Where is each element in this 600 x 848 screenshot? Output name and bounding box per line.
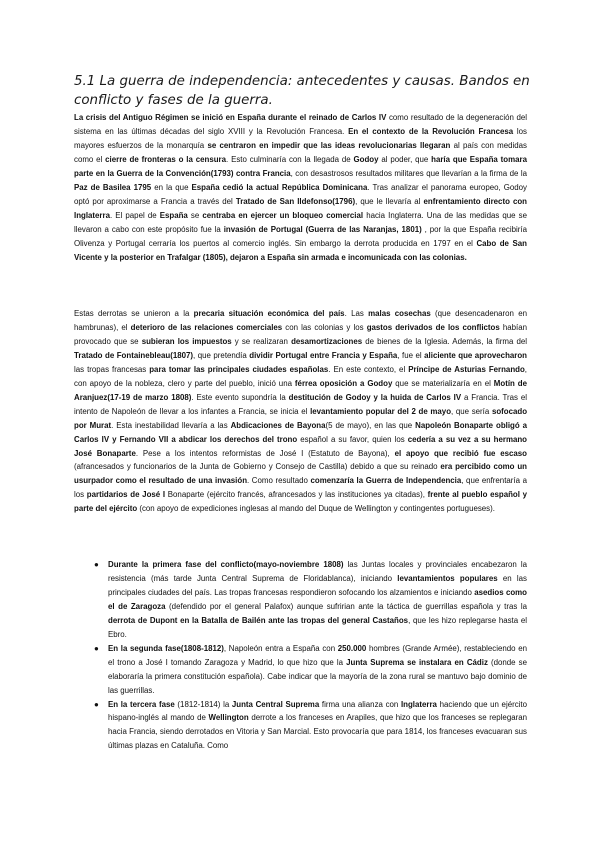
bold-text: 250.000 [337,643,367,653]
bold-text: En el contexto de la Revolución Francesa [348,126,514,136]
bold-text: derrota de Dupont en la Batalla de Bailén ante las tropas del general Castaños [108,615,409,625]
list-item-text [108,700,527,751]
paragraph-context [74,111,527,264]
bold-text: Godoy [353,154,379,164]
bold-text: subieran los impuestos [141,336,232,346]
list-item-phase-3 [94,698,527,754]
bold-text: frente al pueblo español y parte del ejército [74,490,528,514]
paragraph-causes [74,307,527,516]
text-run: y se realizaran [231,336,292,346]
text-run: (afrancesados y funcionarios de la Junta de Gobierno y Consejo de Castilla) debido a que su reinado [74,462,441,472]
text-run: hacia Inglaterra. Una de las medidas que se llevaron a cabo con este propósito fue la [74,210,528,234]
text-run: firma una alianza con [319,699,401,709]
text-run: en las principales ciudades del país. Las tropas francesas respondieron sofocando los alzamientos e iniciando [108,573,527,597]
bold-text: Príncipe de Asturias Fernando [408,364,525,374]
text-run: . Esta inestabilidad llevaría a las [111,420,231,430]
text-run: , Napoleón entra a España con [223,643,338,653]
text-run: habían provocado que se [74,322,528,346]
bold-text: levantamiento popular del 2 de mayo [310,406,452,416]
bold-text: comenzaría la Guerra de Independencia [310,476,462,486]
text-run: (1812-1814) la [174,699,232,709]
text-run: (que desencadenaron en hambrunas), el [74,309,527,332]
bold-text: Motín de Aranjuez(17-19 de marzo 1808) [74,378,527,402]
bold-text: Junta Suprema se instalara en Cádiz [346,657,488,667]
bold-text: invasión de Portugal (Guerra de las Naranjas, 1801) [223,224,422,234]
text-run: se [187,210,203,220]
bold-text: sofocado por Murat [74,406,528,430]
bold-text: partidarios de José I [86,490,166,500]
text-run: , con apoyo de la nobleza, clero y parte del pueblo, inició una [74,364,527,388]
bold-text: Durante la primera fase del conflicto(mayo-noviembre 1808) [108,560,344,569]
text-run: . En este contexto, el [328,364,409,374]
text-run: . Esto culminaría con la llegada de [226,154,354,164]
bold-text: malas cosechas [368,309,431,318]
text-run: al país con medidas como el [74,140,527,164]
bold-text: gastos derivados de los conflictos [366,322,500,332]
text-run: , por la que España recibiría Olivenza y Portugal cerraría los puertos al comercio inglés. Sin embargo la derrota producida en 1797 en el [74,224,527,248]
text-run: que se materializaría en el [392,378,494,388]
bold-text: se centraron en impedir que las ideas revolucionarias llegaran [207,140,451,150]
list-item-phase-1 [94,558,527,642]
text-run: , que le llevaría al [355,196,424,206]
text-run: a Francia. Tras el intento de Napoleón de llevar a los infantes a Francia, se inicia el [74,392,527,416]
bold-text: centraba en ejercer un bloqueo comercial [202,210,364,220]
bold-text: para tomar las principales ciudades españolas [149,364,329,374]
bold-text: asedios como el de Zaragoza [108,587,527,611]
bold-text: Abdicaciones de Bayona [230,420,326,430]
phases-list [94,558,527,753]
bold-text: deterioro de las relaciones comerciales [130,322,283,332]
bold-text: Napoleón Bonaparte obligó a Carlos IV y Fernando VII a abdicar los derechos del trono [74,420,528,444]
bold-text: dividir Portugal entre Francia y España [249,350,398,360]
bullet-icon: ● [94,643,99,653]
text-run: derrote a los franceses en Arapiles, que hizo que los franceses se replegaran hacia Francia, siendo derrotados en Vitoria y San Marcial. Esto provocaría que para 1814, los franceses evacuaran sus últimas plazas en Cataluña. Como [108,713,527,751]
text-run: . Este evento supondría la [191,392,289,402]
text-run: las Juntas locales y provinciales encabezaron la resistencia (más tarde Junta Central Suprema de Floridablanca), iniciando [108,560,527,583]
list-item-phase-2 [94,642,527,698]
text-run: , que pretendía [193,350,250,360]
text-run: las tropas francesas [74,364,150,374]
section-title: 5.1 La guerra de independencia: antecedentes y causas. Bandos en conflicto y fases de la guerra. [74,74,530,108]
text-run: Bonaparte (ejército francés, afrancesados y las instituciones ya citadas), [165,490,428,500]
text-run: Estas derrotas se unieron a la [74,309,194,318]
bold-text: férrea oposición a Godoy [294,378,393,388]
text-run: español a su favor, quien los [297,434,408,444]
text-run: hombres (Grande Armée), restableciendo en el trono a José I tomando Zaragoza y Madrid, lo que hizo que la [108,643,527,667]
bold-text: el apoyo que recibió fue escaso [394,448,527,458]
bold-text: destitución de Godoy y la huida de Carlos IV [288,392,462,402]
bold-text: era percibido como un usurpador como el resultado de una invasión [74,462,527,486]
bullet-icon: ● [94,560,99,569]
text-run: . El papel de [109,210,160,220]
text-run: al poder, que [378,154,432,164]
bold-text: aliciente que aprovecharon [424,350,527,360]
bold-text: La crisis del Antiguo Régimen se inició en España durante el reinado de Carlos IV [74,113,387,122]
text-run: . Tras analizar el panorama europeo, Godoy optó por aproximarse a Francia a través del [74,182,527,206]
list-item-text [108,560,527,639]
text-run: , con desastrosos resultados militares que llevarían a la firma de la [290,168,527,178]
bold-text: levantamientos populares [397,573,498,583]
bold-text: cierre de fronteras o la censura [105,154,227,164]
bold-text: Tratado de Fontainebleau(1807) [74,350,194,360]
bold-text: España [159,210,188,220]
text-run: como resultado de la degeneración del sistema en las últimas décadas del siglo XVIII y la Revolución Francesa. [74,113,527,136]
bold-text: Tratado de San Ildefonso(1796) [235,196,356,206]
text-run: , que enfrentaría a los [74,476,527,500]
text-run: (con apoyo de expediciones inglesas al mando del Duque de Wellington y contingentes portugueses). [137,504,495,514]
text-run: . Pese a los intentos reformistas de José I (Estatuto de Bayona), [135,448,395,458]
text-run: haciendo que un ejército hispano-inglés al mando de [108,699,527,723]
text-run: (donde se elaboraría la primera constitución española). Cabe indicar que la mayoría de la zona rural se mantuvo bajo dominio de las guerrillas. [108,657,527,695]
bullet-icon: ● [94,699,99,709]
bold-text: cedería a su vez a su hermano José Bonaparte [74,434,528,458]
bold-text: desamortizaciones [291,336,363,346]
text-run: . Como resultado [247,476,311,486]
text-run: (defendido por el general Palafox) aunque sufririan ante la táctica de guerrillas española y tras la [165,601,527,611]
bold-text: Inglaterra [400,699,437,709]
bold-text: España cedió la actual República Dominicana [191,182,368,192]
bold-text: En la segunda fase(1808-1812) [108,643,224,653]
bold-text: haría que España tomara parte en la Guerra de la Convención(1793) contra Francia [74,154,527,178]
text-run: (5 de mayo), en las que [325,420,416,430]
list-item-text [108,644,527,695]
text-run: de bienes de la Iglesia. Además, la firma del [362,336,527,346]
bold-text: enfrentamiento directo con Inglaterra [74,196,527,220]
text-run: los mayores esfuerzos de la monarquía [74,126,527,150]
bold-text: precaria situación económica del país [193,309,345,318]
text-run: en la que [151,182,192,192]
text-run: con las colonias y los [282,322,367,332]
bold-text: Junta Central Suprema [231,699,320,709]
text-run: , que les hizo replegarse hasta el Ebro. [108,615,527,639]
bold-text: Cabo de San Vicente y la posterior en Trafalgar (1805), dejaron a España sin armada e incomunicada con las colonias. [74,238,527,262]
text-run: , fue el [397,350,425,360]
text-run: , que sería [451,406,492,416]
text-run: . Las [344,309,369,318]
bold-text: Wellington [208,713,249,723]
bold-text: En la tercera fase [108,699,175,709]
bold-text: Paz de Basilea 1795 [74,182,152,192]
